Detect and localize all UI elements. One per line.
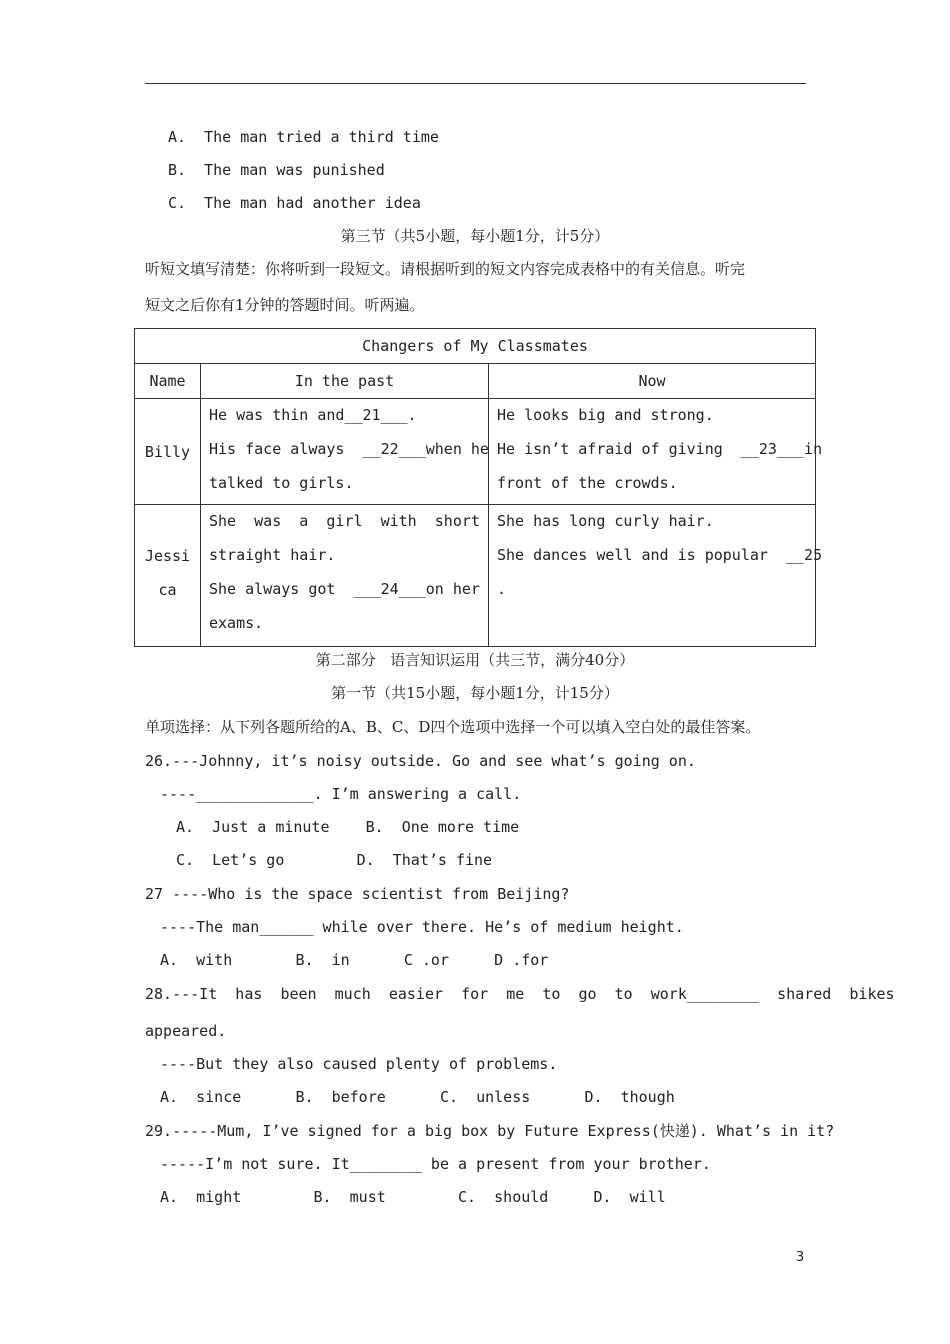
blank-24: ___24___on her bbox=[353, 580, 480, 598]
q28-line3: ----But they also caused plenty of problems. bbox=[160, 1055, 558, 1073]
classmates-table bbox=[134, 328, 823, 647]
billy-name: Billy bbox=[135, 399, 201, 505]
jessica-past-4: exams. bbox=[209, 614, 264, 632]
billy-now-2a: He isn’t afraid of giving bbox=[497, 440, 723, 458]
billy-now-3: front of the crowds. bbox=[497, 474, 678, 492]
q28-options: A. since B. before C. unless D. though bbox=[160, 1088, 675, 1106]
jessica-now-3: . bbox=[497, 580, 507, 598]
q26-options-1: A. Just a minute B. One more time bbox=[176, 818, 520, 836]
q26-line2: ----_____________. I’m answering a call. bbox=[160, 785, 522, 803]
option-b: B. The man was punished bbox=[168, 161, 385, 179]
part2-section1-heading: 第一节（共15小题，每小题1分，计15分） bbox=[331, 684, 619, 702]
q26-options-2: C. Let’s go D. That’s fine bbox=[176, 851, 493, 869]
header-name: Name bbox=[135, 364, 201, 399]
blank-25: __25 bbox=[786, 546, 823, 564]
billy-past-1a: He was thin and bbox=[209, 406, 345, 424]
q29-options: A. might B. must C. should D. will bbox=[160, 1188, 666, 1206]
jessica-past-3a: She always got bbox=[209, 580, 336, 598]
section3-instruction-1: 听短文填写清楚：你将听到一段短文。请根据听到的短文内容完成表格中的有关信息。听完 bbox=[145, 260, 746, 278]
part2-heading: 第二部分 语言知识运用（共三节，满分40分） bbox=[315, 651, 635, 669]
billy-now bbox=[489, 399, 823, 505]
option-c: C. The man had another idea bbox=[168, 194, 421, 212]
part2-instruction: 单项选择：从下列各题所给的A、B、C、D四个选项中选择一个可以填入空白处的最佳答案。 bbox=[145, 718, 761, 736]
option-a: A. The man tried a third time bbox=[168, 128, 439, 146]
q27-options: A. with B. in C .or D .for bbox=[160, 951, 549, 969]
header-rule bbox=[145, 83, 806, 84]
jessica-past bbox=[201, 505, 489, 647]
blank-21: __21___. bbox=[344, 406, 417, 424]
jessica-now bbox=[489, 505, 823, 647]
header-now: Now bbox=[489, 364, 816, 399]
jessica-name-1: Jessi bbox=[144, 546, 191, 565]
jessica-past-2: straight hair. bbox=[209, 546, 336, 564]
billy-past-3: talked to girls. bbox=[209, 474, 354, 492]
section3-instruction-2: 短文之后你有1分钟的答题时间。听两遍。 bbox=[145, 296, 425, 314]
table-title: Changers of My Classmates bbox=[135, 329, 816, 364]
blank-22: __22___when he bbox=[362, 440, 489, 458]
billy-past bbox=[201, 399, 489, 505]
jessica-name-2: ca bbox=[158, 580, 177, 599]
jessica-name bbox=[135, 505, 201, 647]
billy-past-2a: His face always bbox=[209, 440, 345, 458]
page-number: 3 bbox=[796, 1250, 805, 1265]
q26-line1: 26.---Johnny, it’s noisy outside. Go and see what’s going on. bbox=[145, 752, 696, 770]
jessica-now-2a: She dances well and is popular bbox=[497, 546, 768, 564]
q27-line1: 27 ----Who is the space scientist from Beijing? bbox=[145, 885, 570, 903]
jessica-past-1: She was a girl with short bbox=[209, 512, 480, 530]
q27-line2: ----The man______ while over there. He’s of medium height. bbox=[160, 918, 684, 936]
blank-23: __23___in bbox=[740, 440, 823, 458]
q28-line1: 28.---It has been much easier for me to go to work________ shared bikes bbox=[145, 985, 895, 1003]
header-past: In the past bbox=[201, 364, 489, 399]
section3-heading: 第三节（共5小题，每小题1分，计5分） bbox=[340, 227, 610, 245]
billy-now-1: He looks big and strong. bbox=[497, 406, 714, 424]
q28-line2: appeared. bbox=[145, 1022, 227, 1040]
q29-line1: 29.-----Mum, I’ve signed for a big box by Future Express(快递). What’s in it? bbox=[145, 1122, 835, 1140]
jessica-now-1: She has long curly hair. bbox=[497, 512, 714, 530]
q29-line2: -----I’m not sure. It________ be a present from your brother. bbox=[160, 1155, 711, 1173]
